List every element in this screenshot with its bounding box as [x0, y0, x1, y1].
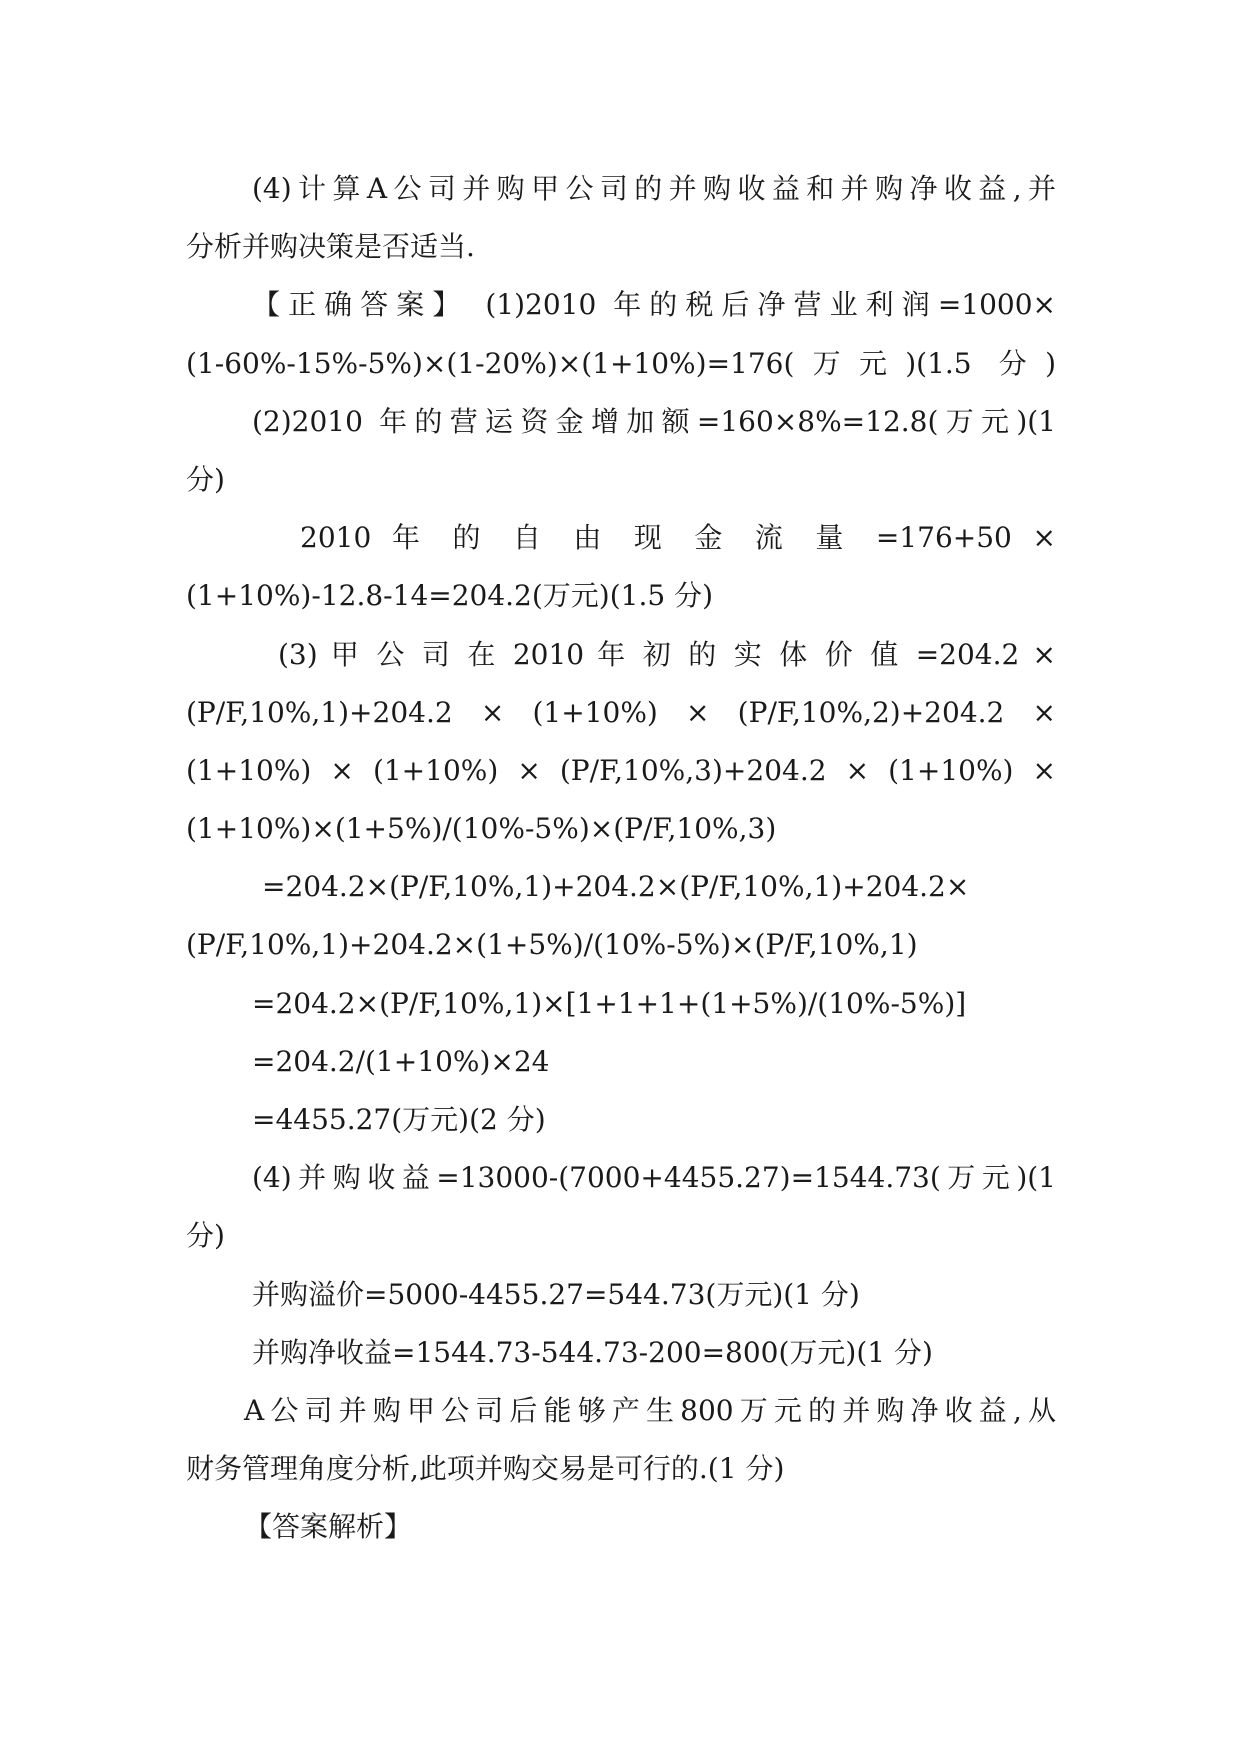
document-body — [186, 160, 1056, 1557]
text-line: 分析并购决策是否适当. — [186, 230, 475, 264]
text-line: =204.2×(P/F,10%,1)+204.2×(P/F,10%,1)+204.2× — [262, 870, 970, 904]
text-line: 2010 年 的 自 由 现 金 流 量 =176+50 × — [300, 521, 1056, 555]
text-line: 【答案解析】 — [244, 1510, 413, 1544]
text-line: =204.2×(P/F,10%,1)×[1+1+1+(1+5%)/(10%-5%)] — [252, 986, 967, 1020]
text-line: (P/F,10%,1)+204.2×(1+5%)/(10%-5%)×(P/F,10%,1) — [186, 928, 918, 962]
text-line: (1+10%)×(1+5%)/(10%-5%)×(P/F,10%,3) — [186, 812, 777, 846]
text-line: (1+10%) × (1+10%) × (P/F,10%,3)+204.2 × (1+10%) × — [186, 753, 1056, 787]
text-line: 财务管理角度分析,此项并购交易是可行的.(1 分) — [186, 1452, 785, 1486]
text-line: 并购净收益=1544.73-544.73-200=800(万元)(1 分) — [252, 1335, 933, 1369]
text-line: 【正确答案】 (1)2010 年的税后净营业利润=1000× — [252, 288, 1056, 322]
text-line: (4)计算A公司并购甲公司的并购收益和并购净收益,并 — [252, 172, 1056, 205]
text-line: 分) — [186, 462, 225, 496]
text-line: A公司并购甲公司后能够产生800万元的并购净收益,从 — [244, 1393, 1056, 1427]
text-line: (1-60%-15%-5%)×(1-20%)×(1+10%)=176(万元)(1.5 分) — [186, 346, 1056, 380]
text-line: (1+10%)-12.8-14=204.2(万元)(1.5 分) — [186, 579, 713, 613]
text-line: (4)并购收益=13000-(7000+4455.27)=1544.73(万元)(1 — [252, 1161, 1056, 1195]
text-line: 并购溢价=5000-4455.27=544.73(万元)(1 分) — [252, 1277, 860, 1311]
text-line: (2)2010 年的营运资金增加额=160×8%=12.8(万元)(1 — [252, 404, 1056, 438]
text-line: =204.2/(1+10%)×24 — [252, 1044, 550, 1078]
text-line: 分) — [186, 1219, 225, 1253]
text-line: =4455.27(万元)(2 分) — [252, 1103, 546, 1136]
text-line: (3) 甲 公 司 在 2010 年 初 的 实 体 价 值 =204.2 × — [278, 637, 1056, 671]
text-line: (P/F,10%,1)+204.2 × (1+10%) × (P/F,10%,2)+204.2 × — [186, 695, 1056, 729]
